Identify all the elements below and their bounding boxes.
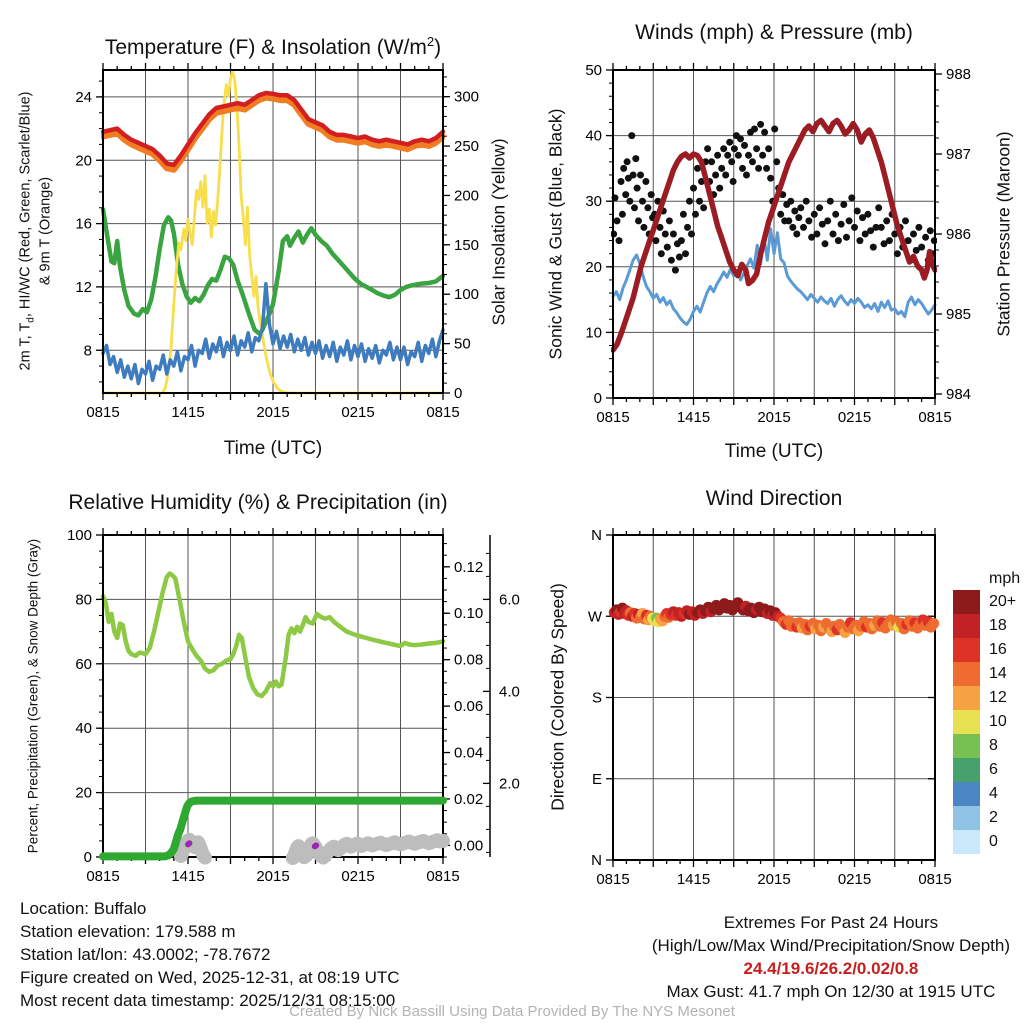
x-tick-label: 0815 bbox=[86, 404, 120, 421]
elevation-line: Station elevation: 179.588 m bbox=[20, 922, 236, 941]
created-line: Figure created on Wed, 2025-12-31, at 08:19 UTC bbox=[20, 968, 400, 987]
x-tick-label: 0815 bbox=[86, 868, 120, 885]
y-tick-label: 0.04 bbox=[454, 744, 484, 762]
chart2-xlabel: Time (UTC) bbox=[724, 441, 824, 462]
y-tick-label: 0.08 bbox=[454, 651, 484, 669]
chart1-title: Temperature (F) & Insolation $(W/m^2)$ bbox=[104, 34, 442, 59]
x-tick-label: 0815 bbox=[596, 871, 630, 888]
extremes-block bbox=[652, 911, 1010, 1003]
legend-label: 18 bbox=[989, 617, 1007, 634]
y-tick-label: 16 bbox=[75, 215, 92, 233]
x-tick-label: 1415 bbox=[676, 409, 711, 426]
legend-label: 4 bbox=[989, 785, 998, 802]
chart3-left-ylabel: Percent, Precipitation (Green), & Snow Depth (Gray) bbox=[25, 538, 41, 854]
y-tick-label: 8 bbox=[83, 342, 92, 360]
y-tick-label: 40 bbox=[75, 720, 92, 738]
credit-line: Created By Nick Bassill Using Data Provided By The NYS Mesonet bbox=[289, 1003, 735, 1020]
y-tick-label: 30 bbox=[585, 193, 602, 211]
y-tick-label: 20 bbox=[75, 784, 92, 802]
legend-entry bbox=[953, 734, 1020, 758]
snow-depth-gray bbox=[174, 833, 450, 865]
x-tick-label: 0215 bbox=[837, 409, 872, 426]
chart2-left-ylabel: Sonic Wind & Gust (Blue, Black) bbox=[545, 108, 566, 360]
x-tick-label: 2015 bbox=[256, 404, 290, 421]
y-tick-label: 10 bbox=[585, 324, 602, 342]
legend-entry bbox=[953, 614, 1020, 638]
y-tick-label: 6.0 bbox=[499, 591, 520, 609]
location-line: Location: Buffalo bbox=[20, 899, 147, 918]
legend-title: mph bbox=[989, 570, 1021, 587]
extremes-values: 24.4/19.6/26.2/0.02/0.8 bbox=[743, 959, 919, 978]
legend-swatch bbox=[953, 758, 980, 782]
y-tick-label: 60 bbox=[75, 655, 92, 673]
x-tick-label: 0815 bbox=[918, 871, 952, 888]
y-tick-label: 40 bbox=[585, 127, 602, 145]
chart1-left-ylabel: 2m T, $T_d$, HI/WC (Red, Green, Scarlet/Blue) & 9m T (Orange) bbox=[17, 91, 54, 371]
legend-label: 20+ bbox=[989, 593, 1017, 610]
x-tick-label: 0815 bbox=[596, 409, 630, 426]
y-tick-label: N bbox=[591, 527, 602, 544]
legend-entry bbox=[953, 806, 1020, 830]
y-tick-label: 150 bbox=[454, 236, 480, 254]
y-tick-label: 0.02 bbox=[454, 790, 484, 808]
y-tick-label: 0.00 bbox=[454, 837, 484, 855]
legend-label: 8 bbox=[989, 737, 998, 754]
chart2-right-ylabel: Station Pressure (Maroon) bbox=[993, 131, 1014, 337]
y-tick-label: 80 bbox=[75, 591, 92, 609]
x-tick-label: 0215 bbox=[341, 868, 375, 885]
legend-entry bbox=[953, 830, 1020, 854]
station-info bbox=[20, 897, 400, 1012]
legend-label: 14 bbox=[989, 665, 1007, 682]
legend-entry bbox=[953, 758, 1020, 782]
y-tick-label: 100 bbox=[454, 286, 480, 304]
winds-pressure-chart bbox=[585, 62, 971, 426]
x-tick-label: 0215 bbox=[341, 404, 375, 421]
legend-label: 6 bbox=[989, 761, 998, 778]
legend-swatch bbox=[953, 806, 980, 830]
legend-entry bbox=[953, 590, 1020, 614]
max-gust-line: Max Gust: 41.7 mph On 12/30 at 1915 UTC bbox=[666, 982, 996, 1001]
latlon-line: Station lat/lon: 43.0002; -78.7672 bbox=[20, 945, 271, 964]
wind-speed-legend bbox=[953, 570, 1020, 854]
y-tick-label: E bbox=[591, 770, 602, 788]
chart1-xlabel: Time (UTC) bbox=[223, 438, 323, 459]
legend-entry bbox=[953, 686, 1020, 710]
y-tick-label: 0.10 bbox=[454, 605, 484, 623]
temperature-insolation-chart bbox=[75, 63, 479, 421]
x-tick-label: 0815 bbox=[426, 404, 460, 421]
legend-swatch bbox=[953, 662, 980, 686]
y-tick-label: 300 bbox=[454, 88, 480, 106]
legend-entry bbox=[953, 662, 1020, 686]
chart4-title: Wind Direction bbox=[705, 487, 843, 510]
legend-entry bbox=[953, 782, 1020, 806]
y-tick-label: 0 bbox=[593, 390, 602, 407]
chart4-left-ylabel: Direction (Colored By Speed) bbox=[547, 583, 568, 811]
y-tick-label: 0 bbox=[454, 385, 463, 402]
y-tick-label: 50 bbox=[454, 335, 471, 353]
y-tick-label: 24 bbox=[75, 88, 92, 106]
y-tick-label: 20 bbox=[585, 258, 602, 276]
humidity-precip-chart bbox=[67, 527, 520, 885]
x-tick-label: 2015 bbox=[757, 871, 791, 888]
legend-label: 10 bbox=[989, 713, 1007, 730]
x-tick-label: 1415 bbox=[676, 871, 711, 888]
y-tick-label: 984 bbox=[946, 386, 972, 403]
y-tick-label: 250 bbox=[454, 138, 480, 156]
x-tick-label: 2015 bbox=[757, 409, 791, 426]
y-tick-label: 4.0 bbox=[499, 683, 520, 701]
y-tick-label: 200 bbox=[454, 187, 480, 205]
extremes-subtitle: (High/Low/Max Wind/Precipitation/Snow Depth) bbox=[651, 936, 1010, 955]
wind-direction-chart bbox=[588, 527, 952, 888]
legend-rows bbox=[953, 590, 1020, 854]
timestamp-line: Most recent data timestamp: 2025/12/31 08:15:00 bbox=[20, 991, 396, 1010]
y-tick-label: W bbox=[587, 608, 602, 626]
y-tick-label: 20 bbox=[75, 152, 92, 170]
x-tick-label: 0815 bbox=[426, 868, 460, 885]
y-tick-label: 0 bbox=[83, 849, 92, 866]
x-tick-label: 1415 bbox=[171, 404, 205, 421]
y-tick-label: 986 bbox=[946, 226, 972, 243]
legend-entry bbox=[953, 638, 1020, 662]
y-tick-label: 987 bbox=[946, 146, 972, 163]
x-tick-label: 1415 bbox=[171, 868, 205, 885]
y-tick-label: N bbox=[591, 852, 602, 869]
extremes-title: Extremes For Past 24 Hours bbox=[723, 913, 939, 932]
legend-label: 0 bbox=[989, 833, 998, 850]
y-tick-label: 988 bbox=[946, 66, 972, 83]
x-tick-label: 0215 bbox=[837, 871, 872, 888]
y-tick-label: 985 bbox=[946, 306, 972, 323]
legend-swatch bbox=[953, 614, 980, 638]
chart2-title: Winds (mph) & Pressure (mb) bbox=[635, 21, 913, 44]
x-tick-label: 0815 bbox=[918, 409, 952, 426]
chart1-right-ylabel: Solar Insolation (Yellow) bbox=[488, 138, 509, 326]
legend-swatch bbox=[953, 734, 980, 758]
legend-label: 16 bbox=[989, 641, 1007, 658]
legend-swatch bbox=[953, 686, 980, 710]
legend-label: 12 bbox=[989, 689, 1007, 706]
legend-swatch bbox=[953, 710, 980, 734]
y-tick-label: S bbox=[591, 689, 602, 707]
legend-swatch bbox=[953, 782, 980, 806]
superscript-2: 2 bbox=[426, 34, 435, 49]
y-tick-label: 50 bbox=[585, 62, 602, 79]
legend-entry bbox=[953, 710, 1020, 734]
legend-label: 2 bbox=[989, 809, 998, 826]
x-tick-label: 2015 bbox=[256, 868, 290, 885]
y-tick-label: 0.06 bbox=[454, 698, 484, 716]
y-tick-label: 12 bbox=[75, 278, 92, 296]
chart3-title: Relative Humidity (%) & Precipitation (in) bbox=[68, 491, 448, 514]
y-tick-label: 0.12 bbox=[454, 558, 484, 576]
legend-swatch bbox=[953, 638, 980, 662]
y-tick-label: 2.0 bbox=[499, 775, 520, 793]
y-tick-label: 100 bbox=[66, 527, 92, 544]
legend-swatch bbox=[953, 590, 980, 614]
subscript-d: d bbox=[25, 317, 37, 323]
legend-swatch bbox=[953, 830, 980, 854]
